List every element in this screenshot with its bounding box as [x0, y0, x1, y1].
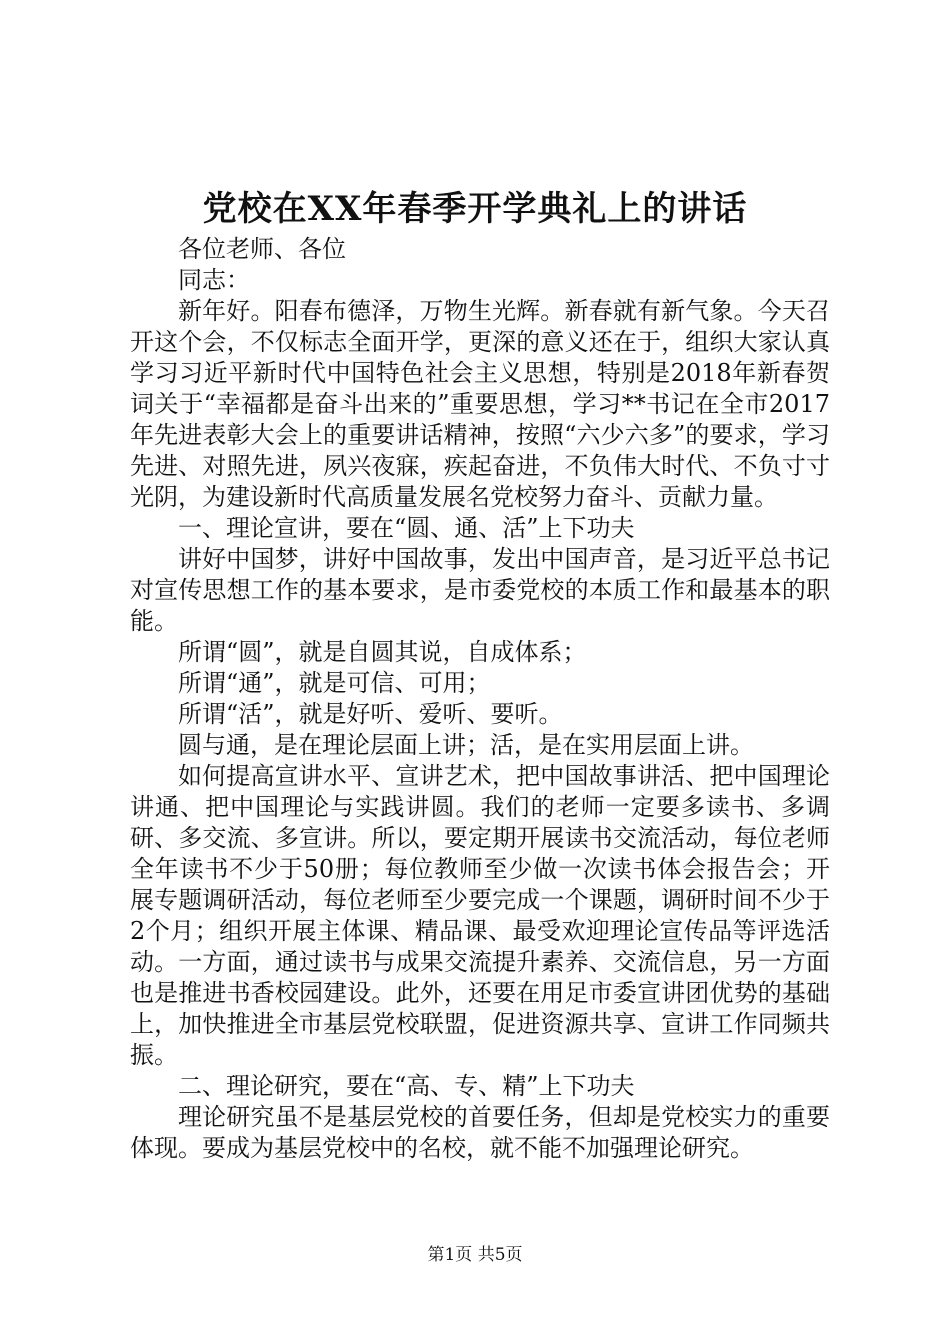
section-heading-2: 二、理论研究，要在“高、专、精”上下功夫	[178, 1072, 635, 1100]
document-title: 党校在XX年春季开学典礼上的讲话	[202, 189, 748, 229]
paragraph-summary: 圆与通，是在理论层面上讲；活，是在实用层面上讲。	[178, 731, 754, 759]
paragraph-huo: 所谓“活”，就是好听、爱听、要听。	[178, 700, 563, 728]
paragraph-yuan: 所谓“圆”，就是自圆其说，自成体系；	[178, 638, 587, 666]
paragraph-salutation-2: 同志：	[178, 266, 250, 294]
paragraph-tong: 所谓“通”，就是可信、可用；	[178, 669, 491, 697]
paragraph-section-1-intro: 讲好中国梦，讲好中国故事，发出中国声音，是习近平总书记对宣传思想工作的基本要求，是市委党校的本质工作和最基本的职能。	[130, 545, 830, 635]
document-body	[130, 234, 830, 1164]
paragraph-salutation-1: 各位老师、各位	[178, 235, 346, 263]
page-footer: 第1页 共5页	[427, 1245, 523, 1265]
paragraph-opening: 新年好。阳春布德泽，万物生光辉。新春就有新气象。今天召开这个会，不仅标志全面开学，更深的意义还在于，组织大家认真学习习近平新时代中国特色社会主义思想，特别是2018年新春贺词关于“幸福都是奋斗出来的”重要思想，学习**书记在全市2017年先进表彰大会上的重要讲话精神，按照“六少六多”的要求，学习先进、对照先进，夙兴夜寐，疾起奋进，不负伟大时代、不负寸寸光阴，为建设新时代高质量发展名党校努力奋斗、贡献力量。	[130, 297, 830, 511]
paragraph-section-2-intro: 理论研究虽不是基层党校的首要任务，但却是党校实力的重要体现。要成为基层党校中的名校，就不能不加强理论研究。	[130, 1103, 830, 1162]
section-heading-1: 一、理论宣讲，要在“圆、通、活”上下功夫	[178, 514, 635, 542]
paragraph-measures: 如何提高宣讲水平、宣讲艺术，把中国故事讲活、把中国理论讲通、把中国理论与实践讲圆。我们的老师一定要多读书、多调研、多交流、多宣讲。所以，要定期开展读书交流活动，每位老师全年读书不少于50册；每位教师至少做一次读书体会报告会；开展专题调研活动，每位老师至少要完成一个课题，调研时间不少于2个月；组织开展主体课、精品课、最受欢迎理论宣传品等评选活动。一方面，通过读书与成果交流提升素养、交流信息，另一方面也是推进书香校园建设。此外，还要在用足市委宣讲团优势的基础上，加快推进全市基层党校联盟，促进资源共享、宣讲工作同频共振。	[130, 762, 830, 1069]
